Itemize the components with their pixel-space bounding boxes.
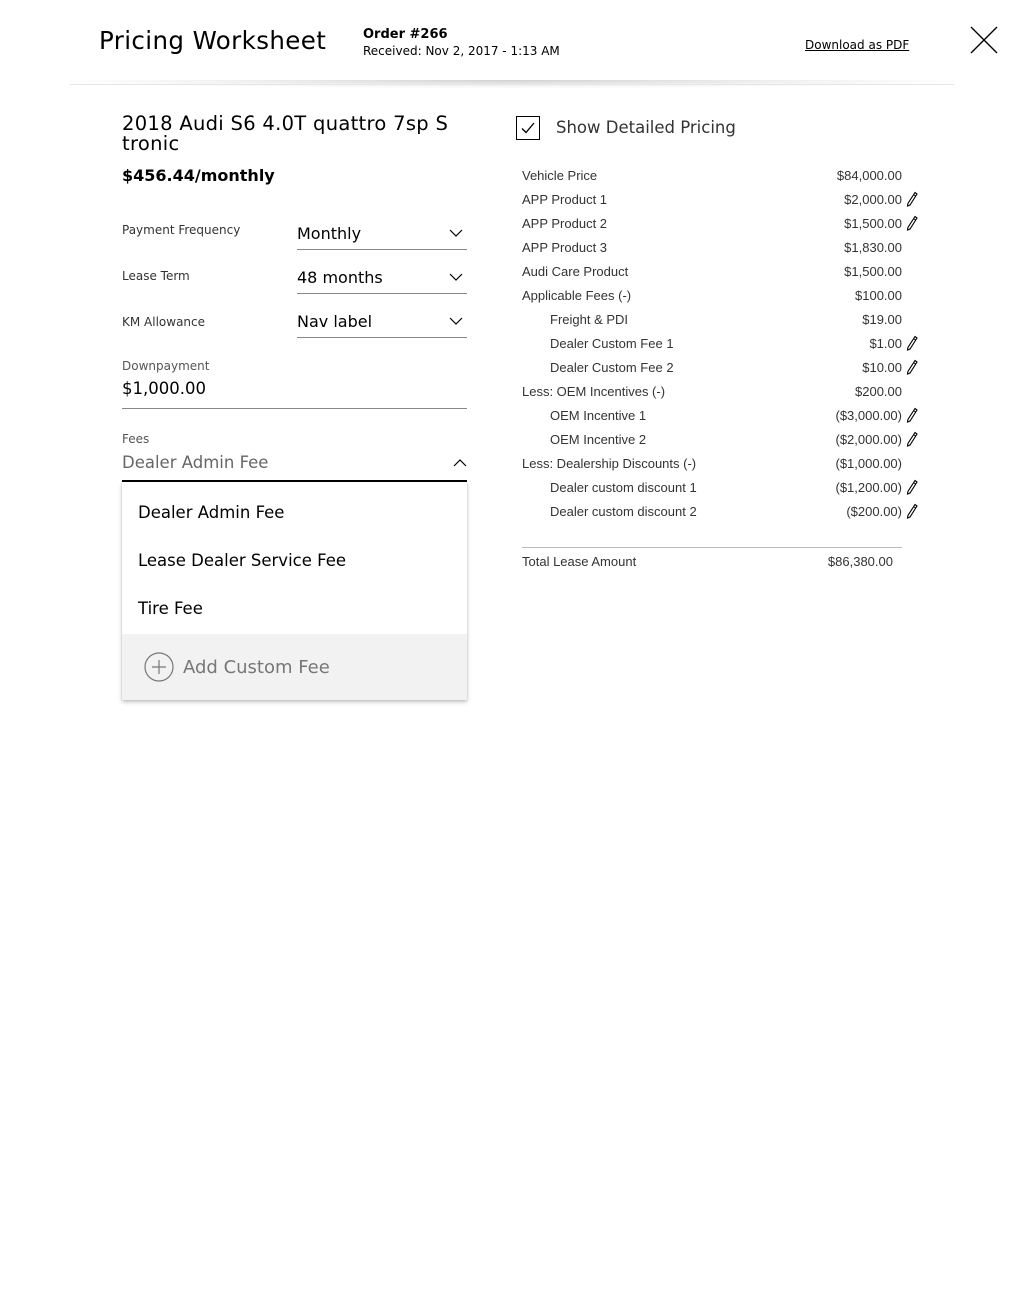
order-received-date: Received: Nov 2, 2017 - 1:13 AM (363, 44, 560, 58)
km-allowance-select[interactable] (297, 310, 467, 338)
chevron-up-icon (453, 458, 467, 468)
pricing-line-value: ($3,000.00) (835, 408, 902, 423)
pricing-line-value: $1,830.00 (844, 240, 902, 255)
total-lease-label: Total Lease Amount (522, 554, 637, 569)
pricing-line-label: Dealer Custom Fee 2 (550, 360, 674, 375)
pricing-line-value: $10.00 (862, 360, 902, 375)
pricing-line-value: ($200.00) (846, 504, 902, 519)
pricing-line-label: Vehicle Price (522, 168, 598, 183)
show-detailed-pricing-label: Show Detailed Pricing (556, 118, 736, 137)
pricing-line (522, 408, 922, 426)
fee-option-dealer-admin[interactable]: Dealer Admin Fee (138, 503, 285, 522)
pricing-line (522, 216, 922, 234)
pricing-line-label: Freight & PDI (550, 312, 629, 327)
pricing-line-label: OEM Incentive 1 (550, 408, 647, 423)
km-allowance-value: Nav label (297, 312, 373, 331)
pricing-line (522, 456, 922, 474)
pricing-line-label: Dealer custom discount 1 (550, 480, 697, 495)
total-lease-value: $86,380.00 (827, 554, 893, 569)
pricing-line (522, 504, 922, 522)
chevron-down-icon (449, 272, 463, 282)
payment-frequency-label: Payment Frequency (122, 223, 241, 237)
pricing-line-label: Audi Care Product (522, 264, 629, 279)
pricing-line (522, 240, 922, 258)
vehicle-name: 2018 Audi S6 4.0T quattro 7sp S tronic (122, 112, 449, 155)
pricing-line (522, 480, 922, 498)
downpayment-value: $1,000.00 (122, 379, 206, 398)
pricing-line (522, 432, 922, 450)
chevron-down-icon (449, 316, 463, 326)
download-pdf-link[interactable]: Download as PDF (805, 38, 910, 52)
pricing-line-value: ($2,000.00) (835, 432, 902, 447)
pricing-line-value: $19.00 (862, 312, 902, 327)
pencil-icon[interactable] (906, 479, 918, 495)
pricing-line (522, 336, 922, 354)
pricing-line (522, 288, 922, 306)
pencil-icon[interactable] (906, 359, 918, 375)
pricing-line-label: Applicable Fees (-) (522, 288, 632, 303)
pricing-line-value: $1,500.00 (844, 216, 902, 231)
pricing-line (522, 312, 922, 330)
pricing-line-label: Dealer custom discount 2 (550, 504, 697, 519)
total-divider (522, 547, 902, 548)
checkmark-icon (520, 120, 536, 136)
pricing-line-value: $1.00 (869, 336, 902, 351)
show-detailed-pricing-checkbox[interactable] (516, 116, 540, 140)
pencil-icon[interactable] (906, 215, 918, 231)
pricing-line-label: OEM Incentive 2 (550, 432, 647, 447)
add-custom-fee-label: Add Custom Fee (183, 657, 330, 678)
pricing-line-value: ($1,000.00) (835, 456, 902, 471)
pricing-line-value: $200.00 (855, 384, 902, 399)
pencil-icon[interactable] (906, 407, 918, 423)
fees-dropdown-menu (122, 482, 467, 700)
header-divider (70, 84, 954, 85)
km-allowance-label: KM Allowance (122, 315, 206, 329)
payment-frequency-select[interactable] (297, 222, 467, 250)
pricing-line (522, 264, 922, 282)
worksheet-header (0, 0, 1024, 86)
fees-select[interactable] (122, 450, 467, 482)
fees-label: Fees (122, 432, 150, 446)
plus-circle-icon (144, 652, 174, 682)
downpayment-input[interactable] (122, 376, 467, 409)
fees-value: Dealer Admin Fee (122, 453, 269, 472)
pricing-line (522, 168, 922, 186)
monthly-payment: $456.44/monthly (122, 166, 275, 185)
pricing-line-label: Less: Dealership Discounts (-) (522, 456, 697, 471)
fee-option-tire[interactable]: Tire Fee (138, 599, 203, 618)
pencil-icon[interactable] (906, 335, 918, 351)
pricing-line-label: Dealer Custom Fee 1 (550, 336, 674, 351)
pricing-line-label: APP Product 2 (522, 216, 608, 231)
page-title: Pricing Worksheet (99, 26, 327, 55)
order-number: Order #266 (363, 27, 448, 42)
pricing-line-value: $2,000.00 (844, 192, 902, 207)
pricing-line (522, 360, 922, 378)
pencil-icon[interactable] (906, 431, 918, 447)
pencil-icon[interactable] (906, 503, 918, 519)
pricing-line-value: $1,500.00 (844, 264, 902, 279)
chevron-down-icon (449, 228, 463, 238)
pricing-line-value: $84,000.00 (836, 168, 902, 183)
pricing-line-label: APP Product 3 (522, 240, 608, 255)
fee-option-lease-dealer-service[interactable]: Lease Dealer Service Fee (138, 551, 347, 570)
lease-term-label: Lease Term (122, 269, 190, 283)
pricing-line-value: $100.00 (855, 288, 902, 303)
pricing-line-label: APP Product 1 (522, 192, 608, 207)
pricing-line-value: ($1,200.00) (835, 480, 902, 495)
pricing-line-label: Less: OEM Incentives (-) (522, 384, 666, 399)
payment-frequency-value: Monthly (297, 224, 362, 243)
pricing-line (522, 384, 922, 402)
add-custom-fee-button[interactable] (122, 634, 467, 700)
lease-term-select[interactable] (297, 266, 467, 294)
pencil-icon[interactable] (906, 191, 918, 207)
lease-term-value: 48 months (297, 268, 383, 287)
downpayment-label: Downpayment (122, 359, 210, 373)
pricing-line (522, 192, 922, 210)
close-icon[interactable] (968, 24, 1000, 56)
